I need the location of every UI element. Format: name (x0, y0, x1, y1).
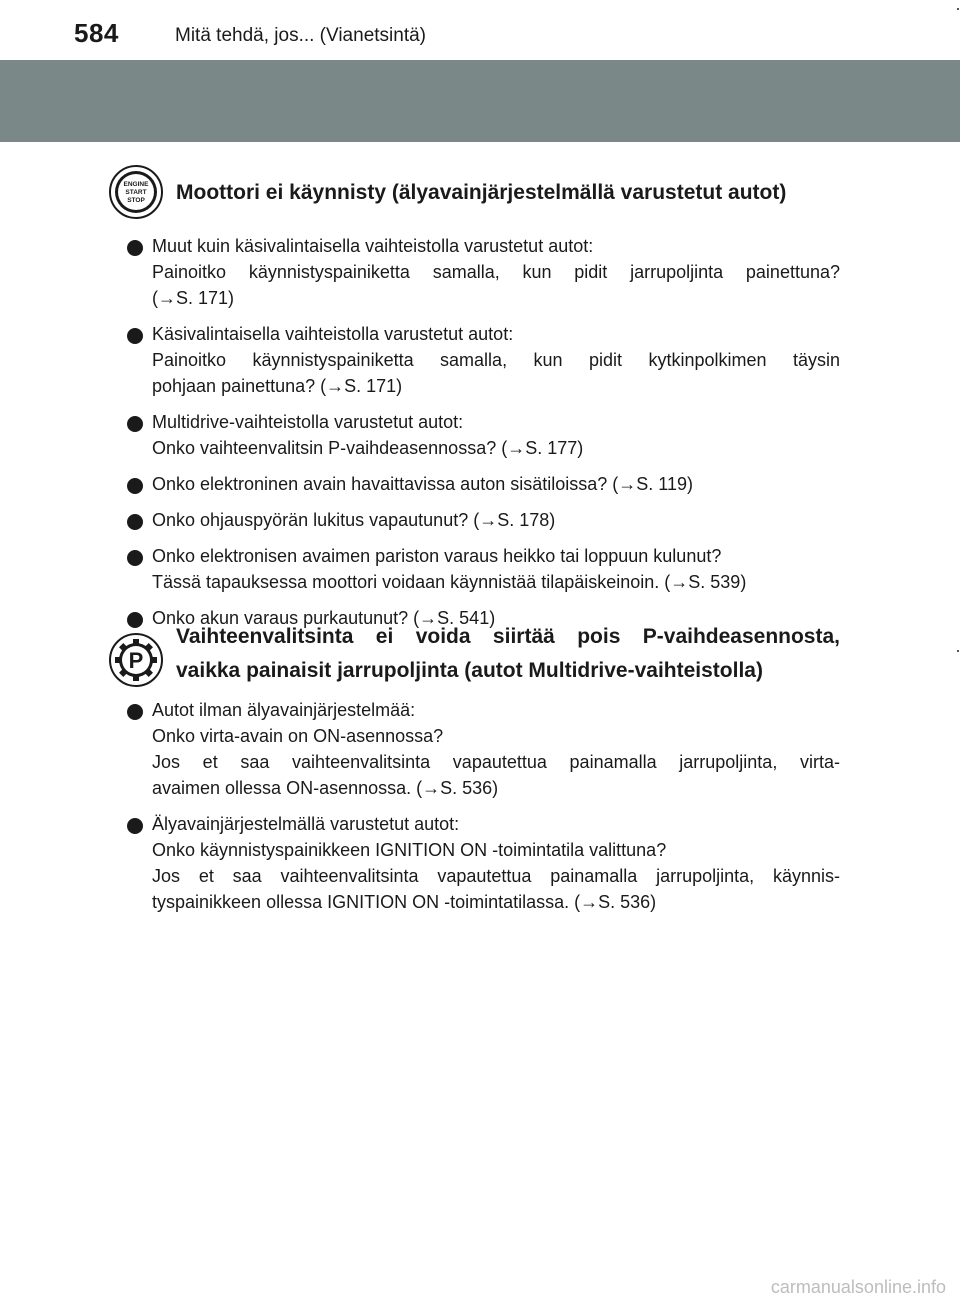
icon-text-engine: ENGINE (123, 181, 149, 188)
watermark-logo: carmanualsonline.info (770, 1277, 946, 1297)
item-line: Jos et saa vaihteenvalitsinta vapautettua painamalla jarrupoljinta, käynnis- (152, 866, 840, 886)
title-line: Vaihteenvalitsinta ei voida siirtää pois P-vaihdeasennosta, (176, 625, 840, 648)
bullet-icon (127, 240, 143, 256)
bullet-icon (127, 818, 143, 834)
section-title: Moottori ei käynnisty (älyavainjärjestelmällä varustetut autot) (176, 181, 787, 204)
icon-text-stop: STOP (127, 197, 145, 204)
edge-mark (957, 650, 959, 652)
bullet-icon (127, 612, 143, 628)
title-line: vaikka painaisit jarrupoljinta (autot Multidrive-vaihteistolla) (176, 659, 763, 682)
engine-start-list (124, 233, 840, 631)
list-item (124, 697, 840, 801)
item-line: (→S. 171) (152, 288, 235, 308)
item-line: Multidrive-vaihteistolla varustetut autot: (152, 412, 464, 432)
gear-p-icon (108, 632, 164, 688)
item-line: Onko virta-avain on ON-asennossa? (152, 726, 444, 746)
list-item (124, 471, 840, 497)
bullet-icon (127, 416, 143, 432)
edge-mark (957, 8, 959, 10)
item-line: Jos et saa vaihteenvalitsinta vapautettua painamalla jarrupoljinta, virta- (152, 752, 840, 772)
item-line: Tässä tapauksessa moottori voidaan käynnistää tilapäiskeinoin. (→S. 539) (152, 572, 747, 592)
item-line: Käsivalintaisella vaihteistolla varustetut autot: (152, 324, 514, 344)
chapter-title: Mitä tehdä, jos... (Vianetsintä) (175, 25, 426, 46)
engine-start-stop-icon (108, 164, 164, 220)
item-line: Onko elektroninen avain havaittavissa auton sisätiloissa? (→S. 119) (152, 474, 693, 494)
page-header (0, 0, 960, 60)
list-item (124, 321, 840, 399)
icon-text-p: P (128, 648, 144, 673)
item-line: avaimen ollessa ON-asennossa. (→S. 536) (152, 778, 499, 798)
icon-text-start: START (125, 189, 147, 196)
item-line: Muut kuin käsivalintaisella vaihteistolla varustetut autot: (152, 236, 594, 256)
header-band (0, 60, 960, 142)
bullet-icon (127, 328, 143, 344)
item-line: Autot ilman älyavainjärjestelmää: (152, 700, 416, 720)
list-item (124, 233, 840, 311)
list-item (124, 409, 840, 461)
item-line: Älyavainjärjestelmällä varustetut autot: (152, 814, 460, 834)
page-number: 584 (74, 18, 119, 48)
list-item (124, 507, 840, 533)
list-item (124, 543, 840, 595)
bullet-icon (127, 550, 143, 566)
item-line: tyspainikkeen ollessa IGNITION ON -toimintatilassa. (→S. 536) (152, 892, 657, 912)
item-line: Painoitko käynnistyspainiketta samalla, kun pidit kytkinpolkimen täysin (152, 350, 840, 370)
gear-release-list (124, 697, 840, 915)
bullet-icon (127, 514, 143, 530)
item-line: Onko akun varaus purkautunut? (→S. 541) (152, 608, 496, 628)
item-line: pohjaan painettuna? (→S. 171) (152, 376, 403, 396)
item-line: Painoitko käynnistyspainiketta samalla, kun pidit jarrupoljinta painettuna? (152, 262, 840, 282)
section-title (176, 620, 840, 688)
item-line: Onko käynnistyspainikkeen IGNITION ON -toimintatila valittuna? (152, 840, 667, 860)
bullet-icon (127, 704, 143, 720)
bullet-icon (127, 478, 143, 494)
item-line: Onko vaihteenvalitsin P-vaihdeasennossa? (→S. 177) (152, 438, 584, 458)
list-item (124, 811, 840, 915)
item-line: Onko ohjauspyörän lukitus vapautunut? (→S. 178) (152, 510, 556, 530)
item-line: Onko elektronisen avaimen pariston varaus heikko tai loppuun kulunut? (152, 546, 722, 566)
